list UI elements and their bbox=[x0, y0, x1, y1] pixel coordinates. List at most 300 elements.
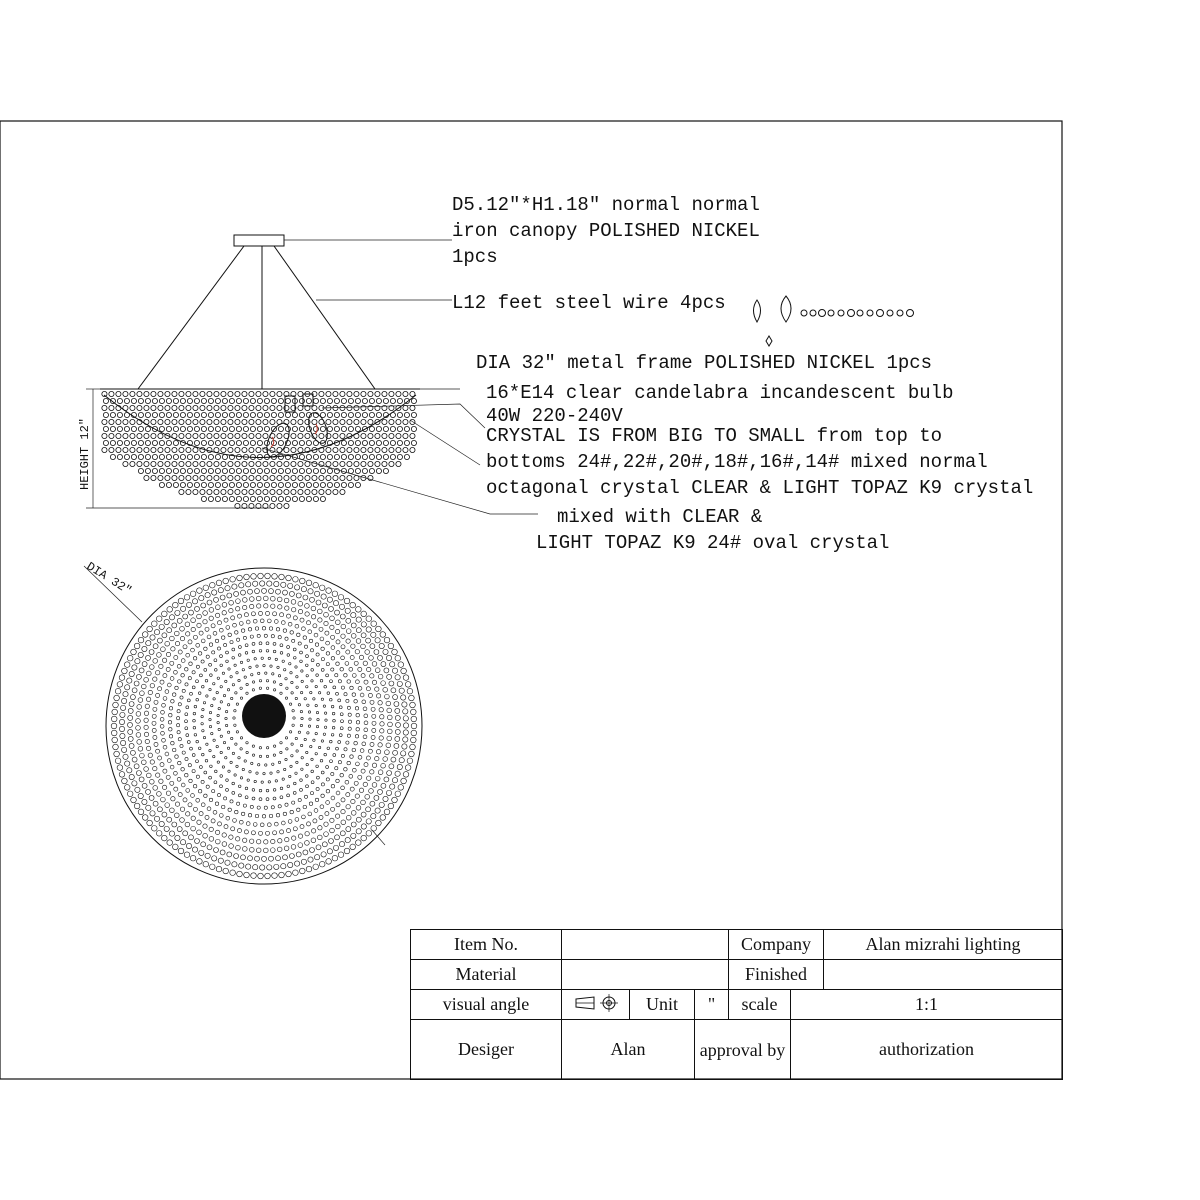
plan-crystal-bead bbox=[355, 707, 359, 711]
plan-crystal-bead bbox=[301, 587, 306, 592]
plan-crystal-bead bbox=[222, 766, 224, 768]
plan-crystal-bead bbox=[189, 662, 193, 666]
plan-crystal-bead bbox=[229, 844, 234, 849]
crystal-bead bbox=[235, 489, 240, 494]
plan-crystal-bead bbox=[246, 864, 251, 869]
plan-crystal-bead bbox=[324, 685, 327, 688]
plan-crystal-bead bbox=[371, 826, 377, 832]
plan-crystal-bead bbox=[201, 639, 205, 643]
crystal-bead bbox=[166, 426, 171, 431]
plan-crystal-bead bbox=[301, 670, 303, 672]
sample-crystal bbox=[857, 310, 863, 316]
crystal-bead bbox=[383, 454, 388, 459]
plan-crystal-bead bbox=[266, 649, 269, 652]
crystal-bead bbox=[117, 454, 122, 459]
plan-crystal-bead bbox=[155, 670, 159, 674]
plan-crystal-bead bbox=[185, 727, 188, 730]
plan-crystal-bead bbox=[131, 797, 137, 803]
plan-crystal-bead bbox=[347, 734, 350, 737]
plan-crystal-bead bbox=[256, 848, 261, 853]
plan-crystal-bead bbox=[247, 856, 252, 861]
crystal-bead bbox=[334, 398, 339, 403]
crystal-bead bbox=[334, 412, 339, 417]
crystal-bead bbox=[277, 433, 282, 438]
plan-crystal-bead bbox=[280, 692, 282, 694]
crystal-bead bbox=[242, 489, 247, 494]
crystal-bead bbox=[186, 447, 191, 452]
plan-crystal-bead bbox=[223, 797, 226, 800]
plan-crystal-bead bbox=[249, 604, 253, 608]
plan-crystal-bead bbox=[284, 598, 289, 603]
crystal-bead bbox=[242, 433, 247, 438]
plan-crystal-bead bbox=[398, 662, 404, 668]
crystal-bead bbox=[299, 398, 304, 403]
plan-crystal-bead bbox=[153, 735, 157, 739]
crystal-bead bbox=[298, 489, 303, 494]
plan-crystal-bead bbox=[213, 698, 215, 700]
crystal-bead bbox=[320, 482, 325, 487]
crystal-bead bbox=[109, 405, 114, 410]
plan-crystal-bead bbox=[379, 736, 383, 740]
crystal-bead bbox=[327, 426, 332, 431]
plan-crystal-bead bbox=[237, 575, 243, 581]
plan-crystal-bead bbox=[385, 694, 390, 699]
crystal-bead bbox=[305, 489, 310, 494]
plan-crystal-bead bbox=[407, 758, 413, 764]
crystal-bead bbox=[214, 391, 219, 396]
plan-crystal-bead bbox=[263, 848, 268, 853]
crystal-bead bbox=[242, 419, 247, 424]
plan-crystal-bead bbox=[354, 700, 358, 704]
plan-crystal-bead bbox=[235, 810, 239, 814]
plan-crystal-bead bbox=[209, 643, 213, 647]
crystal-bead bbox=[180, 454, 185, 459]
plan-crystal-bead bbox=[150, 635, 155, 640]
plan-crystal-bead bbox=[236, 703, 238, 705]
plan-crystal-bead bbox=[196, 798, 200, 802]
plan-crystal-bead bbox=[251, 873, 257, 879]
plan-crystal-bead bbox=[221, 636, 225, 640]
plan-crystal-bead bbox=[129, 743, 134, 748]
crystal-bead bbox=[355, 398, 360, 403]
plan-crystal-bead bbox=[300, 651, 303, 654]
plan-crystal-bead bbox=[397, 764, 402, 769]
plan-crystal-bead bbox=[380, 729, 384, 733]
crystal-bead bbox=[228, 461, 233, 466]
crystal-bead bbox=[341, 412, 346, 417]
plan-crystal-bead bbox=[355, 680, 359, 684]
crystal-bead bbox=[320, 468, 325, 473]
plan-crystal-bead bbox=[361, 769, 365, 773]
crystal-bead bbox=[312, 489, 317, 494]
plan-crystal-bead bbox=[308, 857, 313, 862]
crystal-bead bbox=[221, 461, 226, 466]
crystal-bead bbox=[151, 405, 156, 410]
crystal-bead bbox=[208, 412, 213, 417]
plan-crystal-bead bbox=[371, 735, 375, 739]
plan-crystal-bead bbox=[180, 626, 185, 631]
plan-crystal-bead bbox=[237, 871, 243, 877]
crystal-bead bbox=[117, 412, 122, 417]
plan-crystal-bead bbox=[201, 723, 203, 725]
plan-crystal-bead bbox=[411, 709, 417, 715]
plan-crystal-bead bbox=[209, 616, 213, 620]
plan-crystal-bead bbox=[144, 767, 149, 772]
plan-crystal-bead bbox=[259, 680, 261, 682]
crystal-bead bbox=[278, 398, 283, 403]
crystal-bead bbox=[243, 440, 248, 445]
plan-crystal-bead bbox=[341, 656, 345, 660]
plan-crystal-bead bbox=[152, 621, 158, 627]
crystal-bead bbox=[165, 461, 170, 466]
plan-crystal-bead bbox=[386, 655, 391, 660]
crystal-bead bbox=[109, 391, 114, 396]
plan-crystal-bead bbox=[213, 739, 215, 741]
crystal-bead bbox=[333, 391, 338, 396]
crystal-bead bbox=[348, 468, 353, 473]
crystal-bead bbox=[306, 454, 311, 459]
plan-crystal-bead bbox=[162, 611, 168, 617]
crystal-bead bbox=[355, 482, 360, 487]
crystal-bead bbox=[165, 391, 170, 396]
plan-crystal-bead bbox=[266, 798, 269, 801]
plan-crystal-bead bbox=[335, 824, 340, 829]
crystal-bead bbox=[137, 433, 142, 438]
plan-crystal-bead bbox=[153, 801, 158, 806]
plan-crystal-bead bbox=[388, 643, 394, 649]
plan-crystal-bead bbox=[191, 794, 195, 798]
crystal-bead bbox=[396, 433, 401, 438]
plan-crystal-bead bbox=[370, 770, 374, 774]
crystal-bead bbox=[313, 454, 318, 459]
plan-crystal-bead bbox=[146, 805, 151, 810]
plan-crystal-bead bbox=[161, 731, 165, 735]
crystal-bead bbox=[144, 447, 149, 452]
plan-crystal-bead bbox=[351, 822, 356, 827]
plan-crystal-bead bbox=[348, 713, 351, 716]
plan-crystal-bead bbox=[134, 764, 139, 769]
plan-crystal-bead bbox=[289, 663, 291, 665]
crystal-bead bbox=[222, 482, 227, 487]
plan-crystal-bead bbox=[222, 833, 226, 837]
plan-crystal-bead bbox=[250, 805, 253, 808]
plan-crystal-bead bbox=[350, 655, 354, 659]
plan-crystal-bead bbox=[156, 749, 160, 753]
plan-crystal-bead bbox=[391, 688, 396, 693]
plan-crystal-bead bbox=[197, 588, 203, 594]
plan-crystal-bead bbox=[209, 608, 214, 613]
plan-crystal-bead bbox=[318, 618, 322, 622]
plan-crystal-bead bbox=[306, 785, 309, 788]
plan-crystal-bead bbox=[288, 862, 293, 867]
crystal-bead bbox=[124, 454, 129, 459]
plan-crystal-bead bbox=[187, 741, 190, 744]
plan-crystal-bead bbox=[216, 691, 218, 693]
plan-crystal-bead bbox=[256, 596, 261, 601]
plan-crystal-bead bbox=[144, 677, 149, 682]
crystal-bead bbox=[347, 405, 352, 410]
plan-crystal-bead bbox=[250, 635, 253, 638]
plan-crystal-bead bbox=[293, 791, 296, 794]
plan-crystal-bead bbox=[203, 736, 205, 738]
crystal-bead bbox=[348, 482, 353, 487]
crystal-bead bbox=[235, 419, 240, 424]
plan-crystal-bead bbox=[335, 620, 340, 625]
scale-value: 1:1 bbox=[791, 990, 1063, 1020]
plan-crystal-bead bbox=[305, 831, 309, 835]
plan-crystal-bead bbox=[263, 596, 268, 601]
plan-crystal-bead bbox=[186, 734, 189, 737]
plan-crystal-bead bbox=[281, 821, 285, 825]
steel-wire bbox=[274, 246, 375, 389]
crystal-bead bbox=[158, 433, 163, 438]
plan-crystal-bead bbox=[132, 665, 137, 670]
plan-crystal-bead bbox=[176, 724, 179, 727]
crystal-bead bbox=[355, 426, 360, 431]
plan-crystal-bead bbox=[146, 746, 150, 750]
plan-crystal-bead bbox=[246, 751, 248, 753]
plan-crystal-bead bbox=[256, 665, 258, 667]
crystal-bead bbox=[173, 468, 178, 473]
crystal-bead bbox=[228, 391, 233, 396]
plan-crystal-bead bbox=[341, 786, 345, 790]
plan-crystal-bead bbox=[403, 716, 408, 721]
plan-crystal-bead bbox=[291, 755, 293, 757]
plan-crystal-bead bbox=[386, 701, 391, 706]
plan-crystal-bead bbox=[273, 754, 275, 756]
plan-crystal-bead bbox=[392, 649, 398, 655]
crystal-bead bbox=[333, 447, 338, 452]
plan-crystal-bead bbox=[324, 753, 327, 756]
plan-crystal-bead bbox=[370, 801, 375, 806]
crystal-bead bbox=[284, 475, 289, 480]
plan-crystal-bead bbox=[281, 864, 286, 869]
plan-crystal-bead bbox=[341, 754, 344, 757]
plan-crystal-bead bbox=[344, 748, 347, 751]
plan-crystal-bead bbox=[395, 736, 400, 741]
plan-crystal-bead bbox=[356, 805, 361, 810]
crystal-bead bbox=[375, 433, 380, 438]
plan-crystal-bead bbox=[325, 719, 327, 721]
plan-crystal-bead bbox=[175, 755, 179, 759]
crystal-bead bbox=[214, 419, 219, 424]
plan-crystal-bead bbox=[234, 591, 239, 596]
plan-crystal-bead bbox=[231, 737, 233, 739]
plan-crystal-bead bbox=[351, 623, 356, 628]
plan-crystal-bead bbox=[169, 707, 173, 711]
plan-crystal-bead bbox=[242, 598, 247, 603]
plan-crystal-bead bbox=[272, 673, 274, 675]
crystal-bead bbox=[235, 433, 240, 438]
crystal-bead bbox=[229, 398, 234, 403]
crystal-bead bbox=[382, 433, 387, 438]
title-block bbox=[410, 929, 1062, 1079]
plan-crystal-bead bbox=[226, 816, 230, 820]
plan-crystal-bead bbox=[355, 649, 359, 653]
plan-crystal-bead bbox=[215, 802, 219, 806]
plan-crystal-bead bbox=[332, 855, 338, 861]
plan-crystal-bead bbox=[245, 644, 248, 647]
crystal-bead bbox=[193, 461, 198, 466]
plan-crystal-bead bbox=[148, 690, 152, 694]
plan-crystal-bead bbox=[229, 835, 233, 839]
plan-crystal-bead bbox=[331, 646, 335, 650]
crystal-bead bbox=[152, 440, 157, 445]
plan-crystal-bead bbox=[132, 688, 137, 693]
plan-crystal-bead bbox=[213, 597, 218, 602]
item-no-value bbox=[562, 930, 729, 960]
plan-crystal-bead bbox=[178, 650, 182, 654]
plan-crystal-bead bbox=[351, 644, 355, 648]
plan-crystal-bead bbox=[397, 681, 402, 686]
plan-crystal-bead bbox=[306, 751, 308, 753]
plan-crystal-bead bbox=[286, 871, 292, 877]
plan-crystal-bead bbox=[174, 631, 179, 636]
plan-crystal-bead bbox=[345, 608, 350, 613]
plan-crystal-bead bbox=[125, 761, 130, 766]
plan-crystal-bead bbox=[237, 829, 241, 833]
crystal-bead bbox=[144, 433, 149, 438]
plan-crystal-bead bbox=[327, 692, 330, 695]
plan-crystal-bead bbox=[291, 607, 295, 611]
plan-crystal-bead bbox=[321, 647, 325, 651]
crystal-bead bbox=[215, 398, 220, 403]
plan-crystal-bead bbox=[183, 798, 187, 802]
plan-crystal-bead bbox=[296, 593, 301, 598]
plan-crystal-bead bbox=[188, 835, 193, 840]
height-dimension-label: HEIGHT 12" bbox=[78, 417, 92, 490]
plan-crystal-bead bbox=[180, 840, 185, 845]
crystal-bead bbox=[110, 426, 115, 431]
plan-crystal-bead bbox=[379, 802, 384, 807]
crystal-bead bbox=[285, 468, 290, 473]
crystal-bead bbox=[235, 391, 240, 396]
crystal-bead bbox=[145, 398, 150, 403]
crystal-bead bbox=[158, 419, 163, 424]
plan-crystal-bead bbox=[240, 590, 245, 595]
plan-crystal-bead bbox=[232, 782, 235, 785]
plan-crystal-bead bbox=[306, 763, 308, 765]
crystal-bead bbox=[194, 454, 199, 459]
crystal-bead bbox=[194, 412, 199, 417]
plan-crystal-bead bbox=[275, 780, 277, 782]
plan-crystal-bead bbox=[266, 789, 269, 792]
plan-crystal-bead bbox=[309, 597, 314, 602]
plan-crystal-bead bbox=[403, 730, 408, 735]
crystal-bead bbox=[207, 475, 212, 480]
plan-crystal-bead bbox=[384, 809, 390, 815]
crystal-bead bbox=[313, 398, 318, 403]
plan-crystal-bead bbox=[235, 837, 239, 841]
crystal-bead bbox=[278, 482, 283, 487]
crystal-bead bbox=[368, 461, 373, 466]
plan-crystal-bead bbox=[168, 721, 172, 725]
sample-crystal bbox=[897, 310, 903, 316]
plan-crystal-bead bbox=[291, 836, 295, 840]
plan-crystal-bead bbox=[351, 799, 355, 803]
plan-crystal-bead bbox=[191, 816, 195, 820]
plan-crystal-bead bbox=[209, 718, 211, 720]
plan-crystal-bead bbox=[172, 748, 176, 752]
plan-crystal-bead bbox=[389, 681, 394, 686]
plan-crystal-bead bbox=[193, 726, 196, 729]
plan-crystal-bead bbox=[341, 820, 346, 825]
plan-crystal-bead bbox=[315, 732, 317, 734]
plan-crystal-bead bbox=[366, 627, 371, 632]
plan-crystal-bead bbox=[198, 789, 202, 793]
plan-crystal-bead bbox=[213, 810, 217, 814]
plan-crystal-bead bbox=[331, 705, 334, 708]
crystal-bead bbox=[173, 454, 178, 459]
plan-crystal-bead bbox=[178, 761, 182, 765]
sample-crystal bbox=[867, 310, 873, 316]
crystal-bead bbox=[285, 398, 290, 403]
plan-crystal-bead bbox=[238, 757, 240, 759]
plan-crystal-bead bbox=[315, 753, 317, 755]
plan-crystal-bead bbox=[144, 725, 148, 729]
crystal-bead bbox=[340, 447, 345, 452]
crystal-bead bbox=[327, 454, 332, 459]
plan-crystal-bead bbox=[264, 806, 267, 809]
plan-crystal-bead bbox=[142, 783, 147, 788]
plan-crystal-bead bbox=[346, 827, 351, 832]
plan-crystal-bead bbox=[232, 584, 237, 589]
plan-crystal-bead bbox=[336, 662, 340, 666]
plan-crystal-bead bbox=[376, 694, 380, 698]
steel-wire bbox=[138, 246, 244, 389]
canopy bbox=[234, 235, 284, 246]
plan-crystal-bead bbox=[301, 757, 303, 759]
plan-crystal-bead bbox=[147, 626, 153, 632]
plan-crystal-bead bbox=[145, 655, 150, 660]
plan-crystal-bead bbox=[185, 683, 188, 686]
plan-crystal-bead bbox=[244, 613, 248, 617]
plan-crystal-bead bbox=[280, 796, 283, 799]
plan-crystal-bead bbox=[293, 717, 295, 719]
plan-crystal-bead bbox=[261, 657, 263, 659]
plan-crystal-bead bbox=[410, 702, 416, 708]
plan-crystal-bead bbox=[282, 855, 287, 860]
plan-crystal-bead bbox=[175, 610, 180, 615]
plan-crystal-bead bbox=[249, 666, 251, 668]
plan-crystal-bead bbox=[185, 812, 189, 816]
plan-crystal-bead bbox=[170, 765, 174, 769]
plan-crystal-bead bbox=[358, 755, 362, 759]
plan-crystal-bead bbox=[399, 688, 404, 693]
crystal-bead bbox=[215, 412, 220, 417]
plan-crystal-bead bbox=[253, 581, 258, 586]
item-no-label: Item No. bbox=[411, 930, 562, 960]
plan-crystal-bead bbox=[331, 668, 334, 671]
plan-crystal-bead bbox=[273, 612, 277, 616]
plan-crystal-bead bbox=[395, 771, 400, 776]
plan-crystal-bead bbox=[375, 808, 380, 813]
crystal-bead bbox=[131, 454, 136, 459]
crystal-bead bbox=[124, 398, 129, 403]
crystal-bead bbox=[201, 440, 206, 445]
plan-crystal-bead bbox=[379, 643, 384, 648]
plan-crystal-bead bbox=[230, 800, 233, 803]
crystal-bead bbox=[410, 405, 415, 410]
plan-crystal-bead bbox=[336, 640, 340, 644]
plan-crystal-bead bbox=[191, 648, 195, 652]
plan-crystal-bead bbox=[182, 751, 185, 754]
plan-crystal-bead bbox=[298, 798, 301, 801]
plan-crystal-bead bbox=[298, 601, 303, 606]
plan-crystal-bead bbox=[395, 791, 401, 797]
plan-crystal-bead bbox=[236, 672, 238, 674]
plan-crystal-bead bbox=[365, 650, 370, 655]
